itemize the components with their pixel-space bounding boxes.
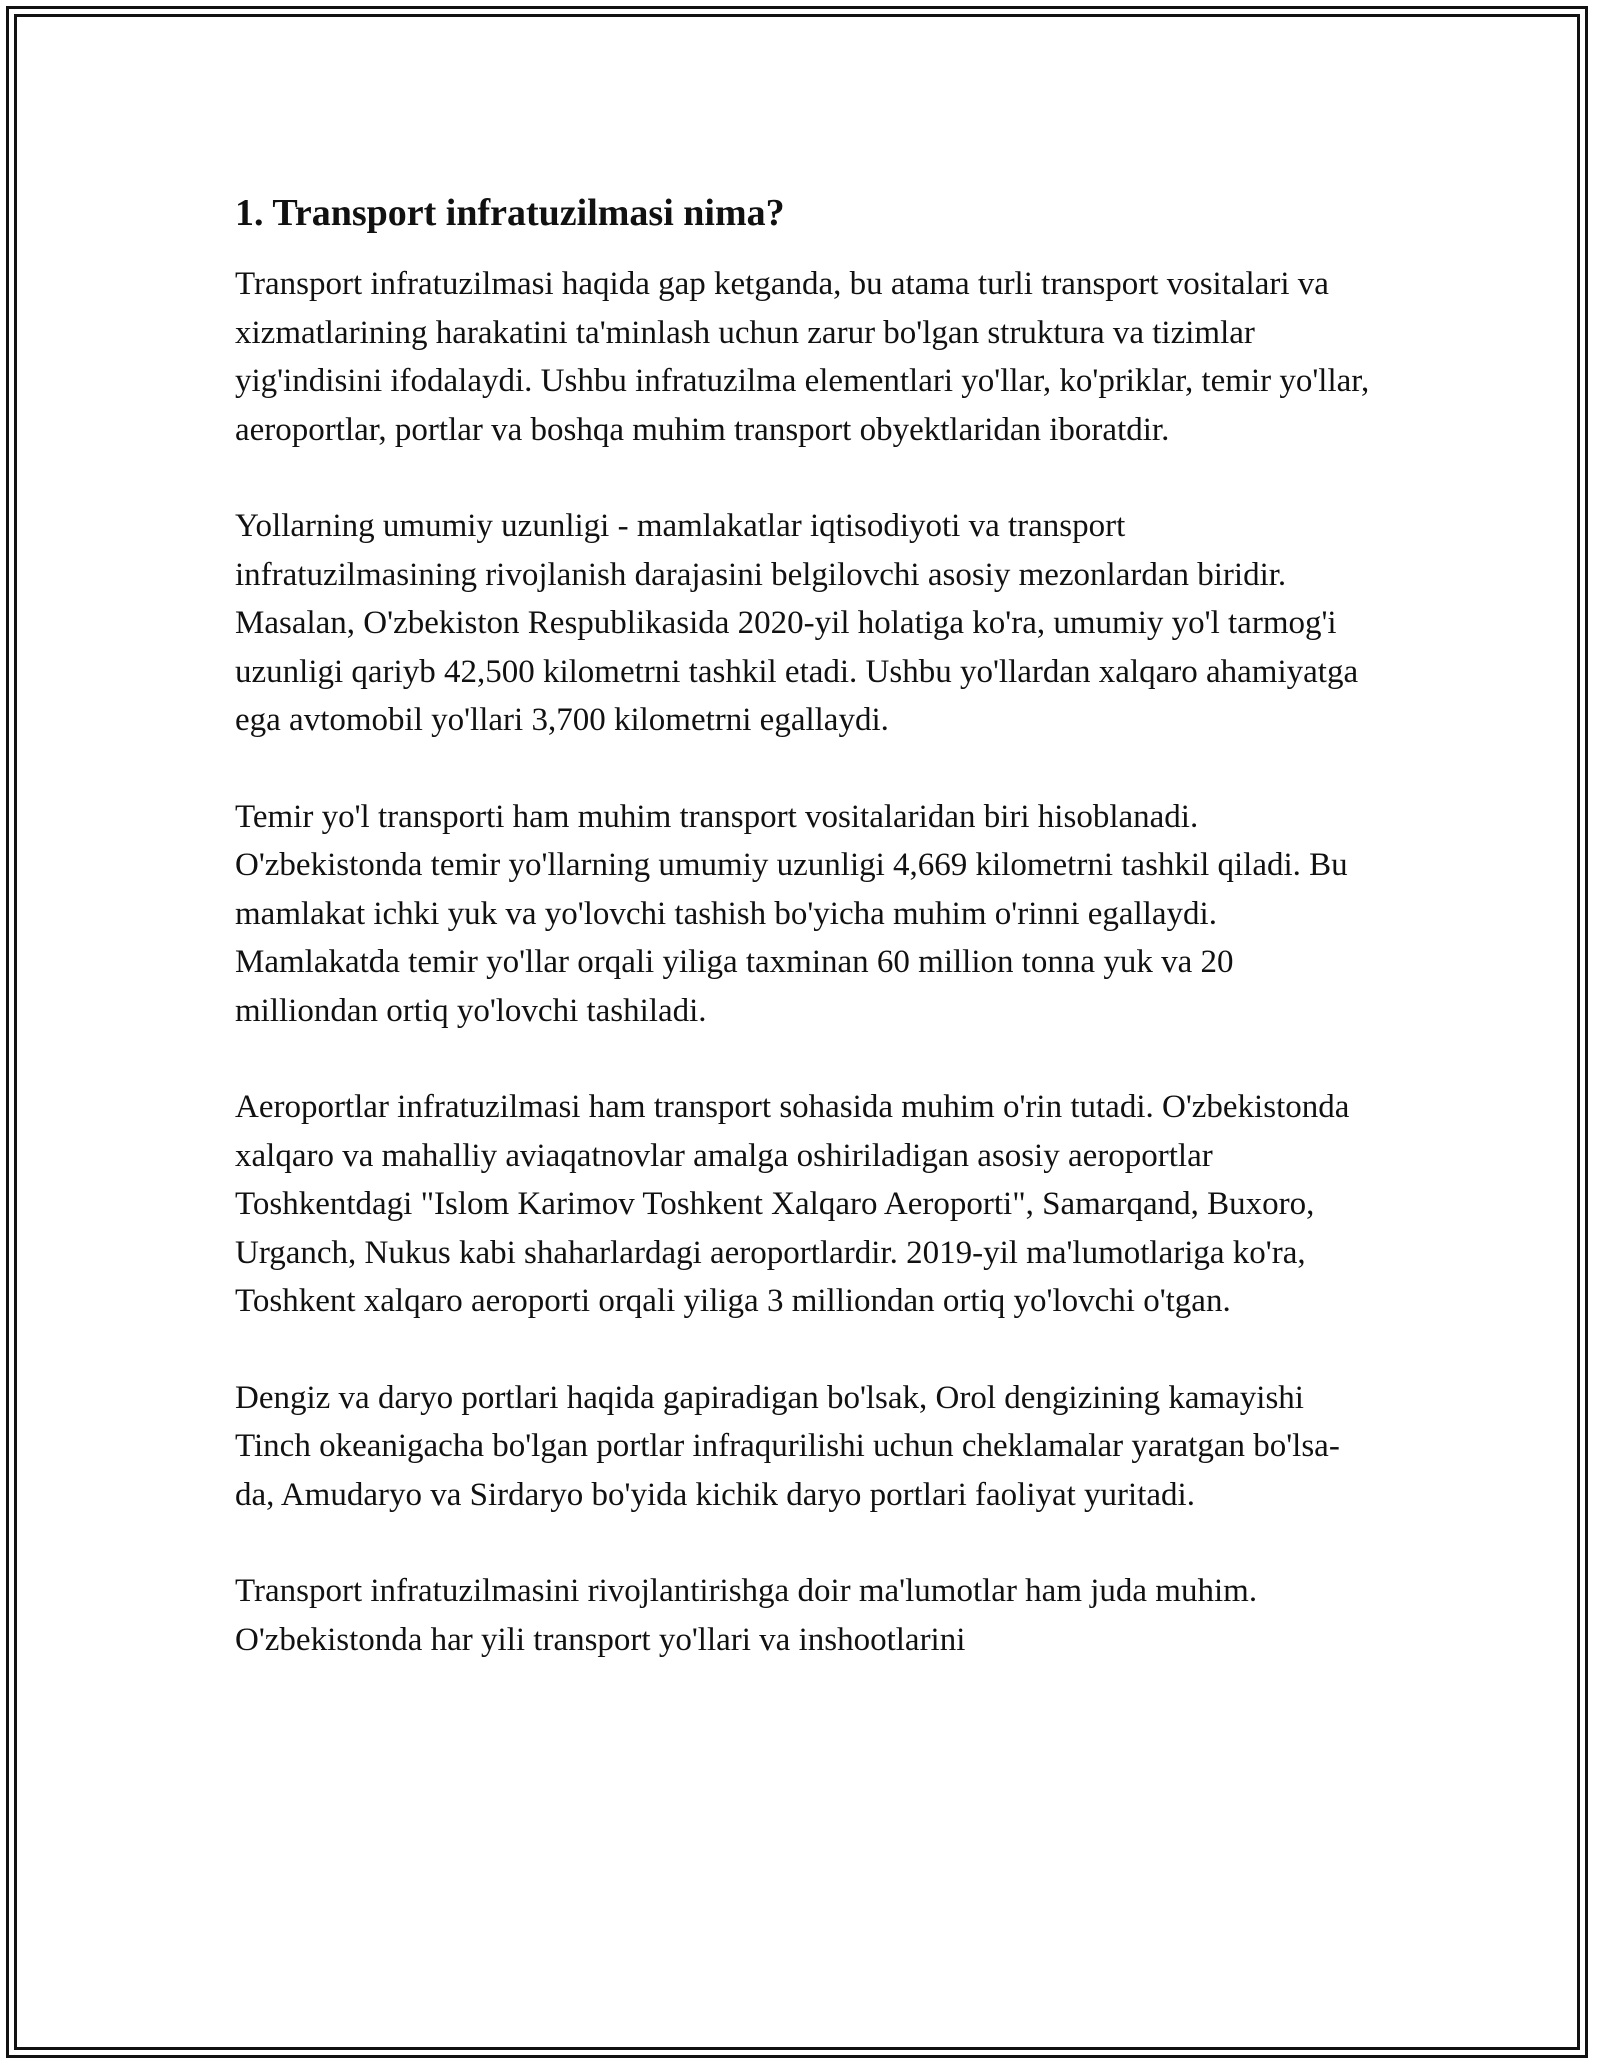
paragraph-definition: Transport infratuzilmasi haqida gap ketganda, bu atama turli transport vositalari va xizmatlarining harakatini ta'minlash uchun zarur bo'lgan struktura va tizimlar yig'indisini ifodalaydi. Ushbu infratuzilma elementlari yo'llar, ko'priklar, temir yo'llar, aeroportlar, portlar va boshqa muhim transport obyektlaridan iboratdir. — [235, 266, 1370, 448]
document-body — [235, 188, 1375, 1712]
paragraph-airports: Aeroportlar infratuzilmasi ham transport sohasida muhim o'rin tutadi. O'zbekistonda xalqaro va mahalliy aviaqatnovlar amalga oshiriladigan asosiy aeroportlar Toshkentdagi "Islom Karimov Toshkent Xalqaro Aeroporti", Samarqand, Buxoro, Urganch, Nukus kabi shaharlardagi aeroportlardir. 2019-yil ma'lumotlariga ko'ra, Toshkent xalqaro aeroporti orqali yiliga 3 milliondan ortiq yo'lovchi o'tgan. — [235, 1089, 1350, 1319]
paragraph-railways: Temir yo'l transporti ham muhim transport vositalaridan biri hisoblanadi. O'zbekistonda temir yo'llarning umumiy uzunligi 4,669 kilometrni tashkil qiladi. Bu mamlakat ichki yuk va yo'lovchi tashish bo'yicha muhim o'rinni egallaydi. Mamlakatda temir yo'llar orqali yiliga taxminan 60 million tonna yuk va 20 milliondan ortiq yo'lovchi tashiladi. — [235, 798, 1348, 1029]
paragraph-development: Transport infratuzilmasini rivojlantirishga doir ma'lumotlar ham juda muhim. O'zbekistonda har yili transport yo'llari va inshootlarini — [235, 1573, 1258, 1658]
paragraph-roads: Yollarning umumiy uzunligi - mamlakatlar iqtisodiyoti va transport infratuzilmasining rivojlanish darajasini belgilovchi asosiy mezonlardan biridir. Masalan, O'zbekiston Respublikasida 2020-yil holatiga ko'ra, umumiy yo'l tarmog'i uzunligi qariyb 42,500 kilometrni tashkil etadi. Ushbu yo'llardan xalqaro ahamiyatga ega avtomobil yo'llari 3,700 kilometrni egallaydi. — [235, 508, 1359, 738]
section-heading: 1. Transport infratuzilmasi nima? — [235, 192, 785, 234]
paragraph-ports: Dengiz va daryo portlari haqida gapiradigan bo'lsak, Orol dengizining kamayishi Tinch okeanigacha bo'lgan portlar infraqurilishi uchun cheklamalar yaratgan bo'lsa-da, Amudaryo va Sirdaryo bo'yida kichik daryo portlari faoliyat yuritadi. — [235, 1379, 1340, 1513]
